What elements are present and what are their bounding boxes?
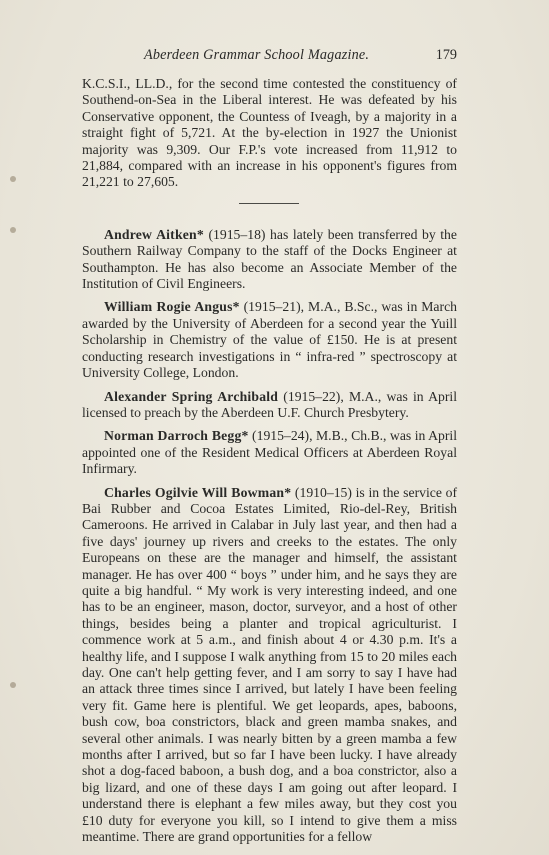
entry-name: Norman Darroch Begg* — [104, 428, 249, 444]
entry-name: Charles Ogilvie Will Bowman* — [104, 484, 292, 500]
entry-text: (1915–24), M.B., Ch.B., was in April appointed one of the Resident Medical Officers at Aberdeen Royal Infirmary. — [82, 428, 457, 477]
entry-paragraph — [82, 485, 457, 846]
page-header — [82, 47, 457, 67]
page-number: 179 — [435, 47, 457, 63]
entry-text: (1910–15) is in the service of Bai Rubber and Cocoa Estates Limited, Rio-del-Rey, British Cameroons. He arrived in Calabar in July last year, and then had a five days' journey up rivers and creeks to the estates. The only Europeans on these are the manager and himself, the assistant manager. He has over 400 “ boys ” under him, and he says they are quite a big handful. “ My work is very interesting indeed, and one has to be an engineer, mason, doctor, surveyor, and a host of other things, besides being a planter and tropical agriculturist. I commence work at 5 a.m., and finish about 4 or 4.30 p.m. It's a healthy life, and I suppose I walk anything from 15 to 20 miles each day. One can't help getting fever, and I am sorry to say I have had an attack three times since I arrived, but lately I have been feeling very fit. Game here is plentiful. We get leopards, apes, baboons, bush cow, boa constrictors, black and green mamba snakes, and several other animals. I was nearly bitten by a green mamba a few months after I arrived, but so far I have been lucky. I have already shot a dog-faced baboon, a bush dog, and a boa constrictor, also a big lizard, and one of these days I am going out after leopard. I understand there is elephant a few miles away, but they cost you £10 duty for everyone you kill, so I intend to give them a miss meantime. There are grand opportunities for a fellow — [82, 484, 458, 845]
entry-text: (1915–22), M.A., was in April licensed to preach by the Aberdeen U.F. Church Presbytery. — [82, 388, 457, 420]
entry-text: (1915–21), M.A., B.Sc., was in March awarded by the University of Aberdeen for a second year the Yuill Scholarship in Chemistry of the value of £150. He is at present conducting research investigations in “ infra-red ” spectroscopy at University College, London. — [82, 299, 457, 381]
intro-paragraph: K.C.S.I., LL.D., for the second time contested the constituency of Southend-on-Sea in the Liberal interest. He was defeated by his Conservative opponent, the Countess of Iveagh, by a majority in a straight fight of 5,721. At the by-election in 1927 the Unionist majority was 9,309. Our F.P.'s vote increased from 11,912 to 21,884, compared with an increase in his opponent's figures from 21,221 to 27,605. — [82, 76, 457, 190]
running-title: Aberdeen Grammar School Magazine. — [144, 47, 370, 63]
entry-name: William Rogie Angus* — [104, 299, 240, 315]
binding-hole — [10, 682, 16, 688]
section-divider-area — [82, 191, 457, 219]
entry-name: Alexander Spring Archibald — [104, 388, 279, 404]
binding-hole — [10, 227, 16, 233]
entry-paragraph — [82, 389, 457, 422]
article-body — [82, 76, 457, 845]
entry-paragraph — [82, 428, 457, 477]
entry-paragraph — [82, 227, 457, 293]
binding-hole — [10, 176, 16, 182]
entry-text: (1915–18) has lately been transferred by the Southern Railway Company to the staff of the Docks Engineer at Southampton. He has also become an Associate Member of the Institution of Civil Engineers. — [82, 226, 457, 292]
entry-paragraph — [82, 299, 457, 381]
section-divider — [239, 203, 299, 204]
entry-name: Andrew Aitken* — [104, 226, 204, 242]
